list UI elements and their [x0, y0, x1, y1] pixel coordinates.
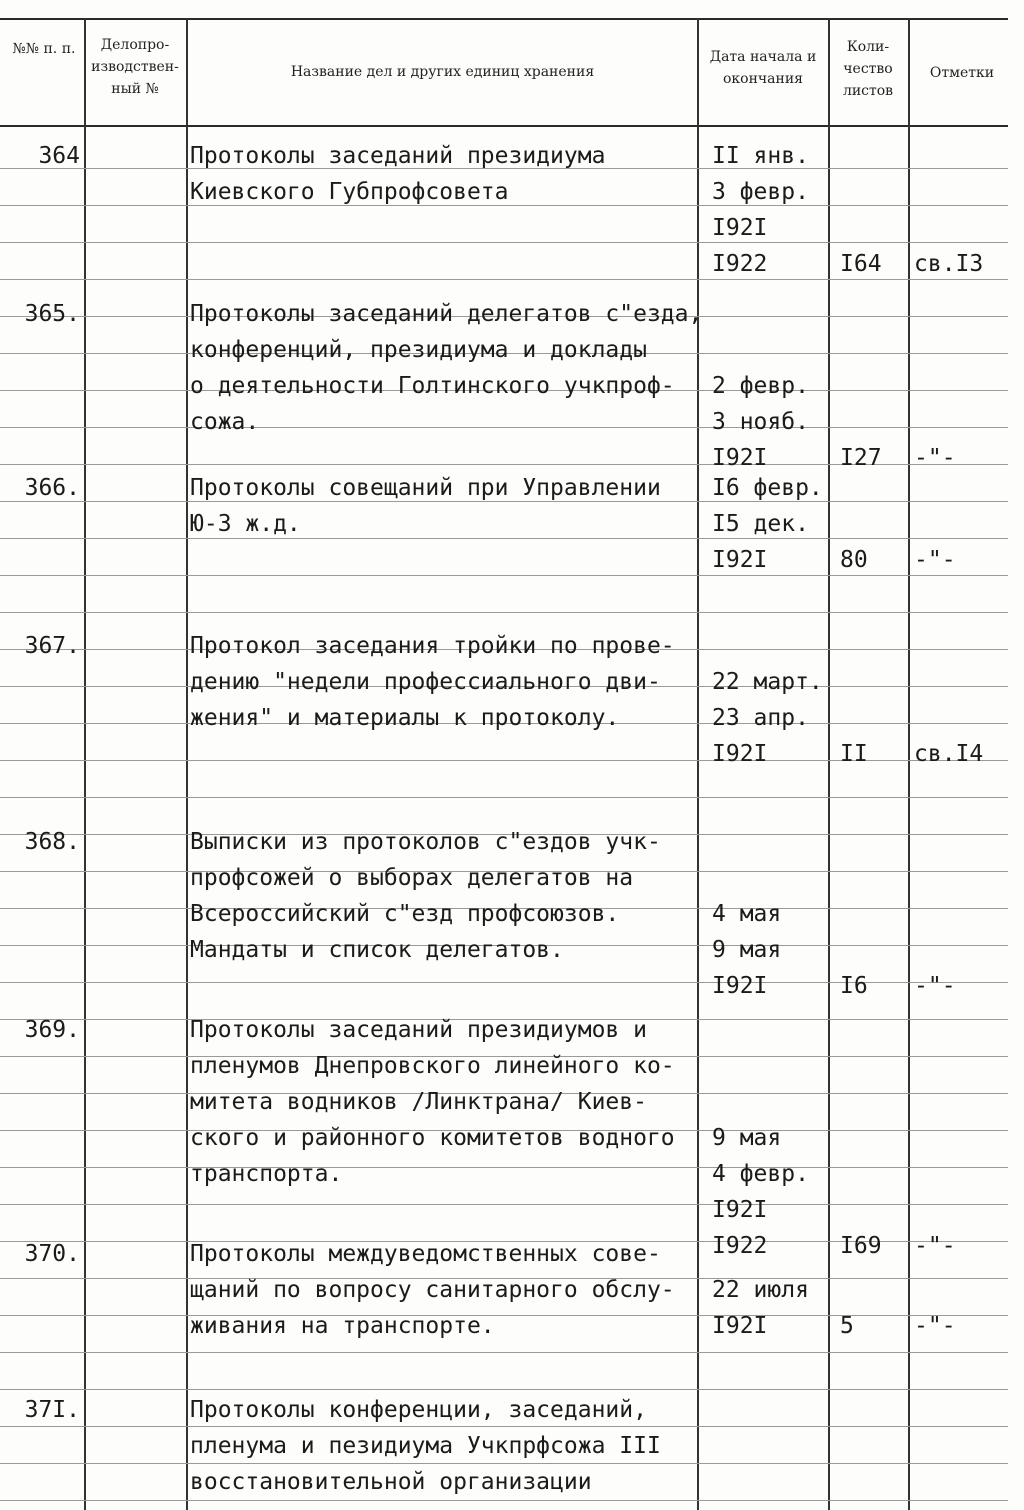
entry-number: 369. [24, 1017, 80, 1043]
entry-sheet-count: I6 [840, 973, 868, 999]
entry-date-line: I92I [712, 215, 768, 241]
entry-title-line: Мандаты и список делегатов. [190, 937, 564, 963]
header-dates: Дата начала и окончания [709, 49, 817, 87]
entry-title-line: Выписки из протоколов с"ездов учк- [190, 829, 661, 855]
entry-date-line: 3 февр. [712, 179, 809, 205]
entry-title-line: щаний по вопросу санитарного обслу- [190, 1277, 675, 1303]
header-bottom-rule [0, 125, 1008, 127]
entry-title-line: пленума и пезидиума Учкпрфсожа III [190, 1433, 661, 1459]
entry-title-line: профсожей о выборах делегатов на [190, 865, 634, 891]
entry-date-line: I6 февр. [712, 475, 823, 501]
entry-date-line: I92I [712, 1197, 768, 1223]
entry-title-line: Протокол заседания тройки по прове- [190, 633, 675, 659]
entry-date-line: 22 март. [712, 669, 823, 695]
ruled-line [0, 1352, 1008, 1353]
entry-note: -"- [914, 973, 956, 999]
entry-title-line: митета водников /Линктрана/ Киев- [190, 1089, 647, 1115]
entry-title-line: Протоколы заседаний президиума [190, 143, 606, 169]
entry-title-line: транспорта. [190, 1161, 343, 1187]
entry-date-line: I92I [712, 547, 768, 573]
entry-title-line: восстановительной организации [190, 1469, 592, 1495]
ruled-line [0, 1204, 1008, 1205]
entry-title-line: жения" и материалы к протоколу. [190, 705, 620, 731]
ruled-line [0, 1389, 1008, 1390]
entry-sheet-count: II [840, 741, 868, 767]
entry-sheet-count: I64 [840, 251, 882, 277]
entry-title-line: Протоколы междуведомственных сове- [190, 1241, 661, 1267]
header-office-number: Делопро-изводствен-ный № [91, 37, 179, 97]
ruled-line [0, 1500, 1008, 1501]
ruled-line [0, 797, 1008, 798]
entry-number: 367. [24, 633, 80, 659]
entry-sheet-count: 5 [840, 1313, 854, 1339]
entry-title-line: Протоколы заседаний делегатов с"езда, [190, 301, 703, 327]
entry-date-line: I92I [712, 445, 768, 471]
entry-note: -"- [914, 547, 956, 573]
entry-title-line: сожа. [190, 409, 260, 435]
entry-date-line: 22 июля [712, 1277, 809, 1303]
entry-note: св.I4 [914, 741, 984, 767]
entry-title-line: Протоколы заседаний президиумов и [190, 1017, 647, 1043]
header-notes: Отметки [929, 65, 995, 81]
ruled-line [0, 427, 1008, 428]
entry-number: 368. [24, 829, 80, 855]
entry-sheet-count: I69 [840, 1233, 882, 1259]
entry-date-line: 9 мая [712, 937, 782, 963]
entry-title-line: пленумов Днепровского линейного ко- [190, 1053, 675, 1079]
entry-date-line: I922 [712, 251, 768, 277]
entry-date-line: 4 мая [712, 901, 782, 927]
entry-title-line: Протоколы совещаний при Управлении [190, 475, 661, 501]
entry-note: -"- [914, 1233, 956, 1259]
entry-title-line: о деятельности Голтинского учкпроф- [190, 373, 675, 399]
entry-title-line: Всероссийский с"езд профсоюзов. [190, 901, 620, 927]
entry-date-line: II янв. [712, 143, 809, 169]
entry-sheet-count: I27 [840, 445, 882, 471]
entry-date-line: 23 апр. [712, 705, 809, 731]
ruled-line [0, 1167, 1008, 1168]
ruled-line [0, 242, 1008, 243]
header-title: Название дел и других единиц хранения [290, 64, 595, 80]
ruled-line [0, 1315, 1008, 1316]
entry-title-line: конференций, президиума и доклады [190, 337, 647, 363]
entry-note: -"- [914, 445, 956, 471]
entry-number: 37I. [24, 1397, 80, 1423]
entry-number: 364 [38, 143, 80, 169]
entry-date-line: 3 нояб. [712, 409, 809, 435]
entry-date-line: I92I [712, 1313, 768, 1339]
entry-title-line: Киевского Губпрофсовета [190, 179, 509, 205]
ruled-line [0, 538, 1008, 539]
ruled-line [0, 612, 1008, 613]
entry-date-line: I92I [712, 741, 768, 767]
entry-title-line: живания на транспорте. [190, 1313, 495, 1339]
entry-number: 366. [24, 475, 80, 501]
entry-note: св.I3 [914, 251, 984, 277]
entry-number: 365. [24, 301, 80, 327]
entry-date-line: I92I [712, 973, 768, 999]
entry-date-line: 4 февр. [712, 1161, 809, 1187]
header-num: №№ п. п. [12, 41, 76, 57]
header-sheets: Коли-чество листов [842, 39, 894, 99]
entry-date-line: I5 дек. [712, 511, 809, 537]
entry-number: 370. [24, 1241, 80, 1267]
entry-title-line: Протоколы конференции, заседаний, [190, 1397, 647, 1423]
entry-title-line: дению "недели профессиального дви- [190, 669, 661, 695]
entry-title-line: Ю-З ж.д. [190, 511, 301, 537]
entry-date-line: 2 февр. [712, 373, 809, 399]
entry-note: -"- [914, 1313, 956, 1339]
entry-date-line: 9 мая [712, 1125, 782, 1151]
entry-title-line: ского и районного комитетов водного [190, 1125, 675, 1151]
entry-date-line: I922 [712, 1233, 768, 1259]
entry-sheet-count: 80 [840, 547, 868, 573]
top-rule [0, 18, 1008, 20]
